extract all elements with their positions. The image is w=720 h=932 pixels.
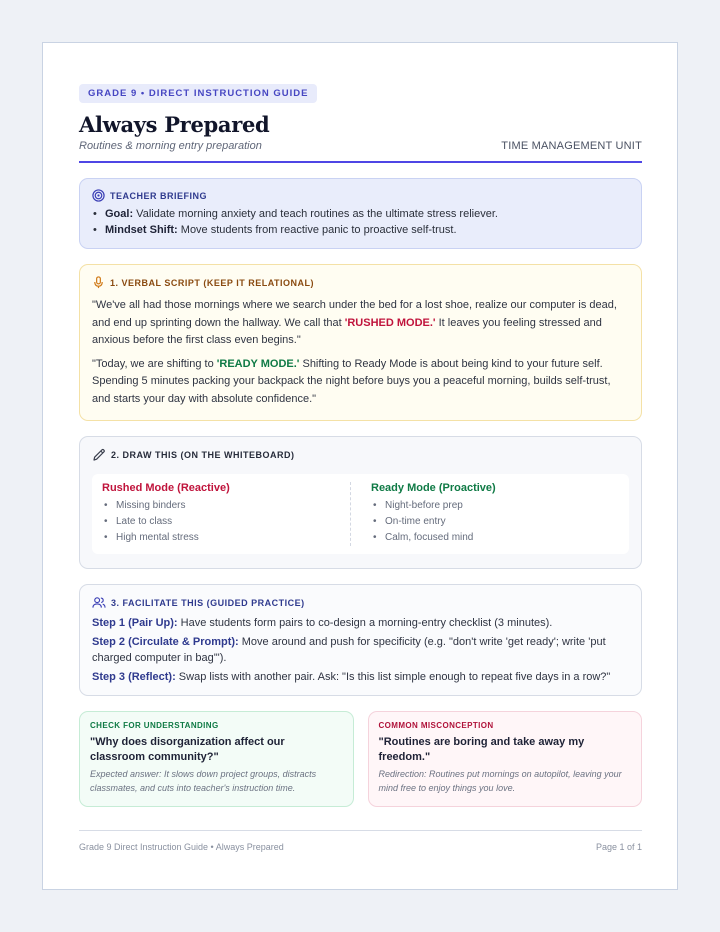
rushed-mode-title: Rushed Mode (Reactive) (102, 482, 230, 494)
whiteboard-comparison (92, 474, 629, 554)
list-item: • On-time entry (371, 514, 619, 530)
step-text: Swap lists with another pair. Ask: "Is this list simple enough to repeat five days in a row?" (175, 671, 611, 683)
grade-badge: GRADE 9 • DIRECT INSTRUCTION GUIDE (79, 84, 317, 103)
script-paragraph (92, 356, 629, 409)
microphone-icon (92, 276, 105, 289)
briefing-item-text: Validate morning anxiety and teach routines as the ultimate stress reliever. (133, 208, 498, 220)
footer-title: Grade 9 Direct Instruction Guide • Always Prepared (79, 842, 284, 852)
page-number: Page 1 of 1 (595, 842, 642, 852)
facilitate-header (92, 596, 629, 609)
check-question: "Why does disorganization affect our classroom community?" (90, 736, 285, 763)
misconception-answer: Redirection: Routines put mornings on autopilot, leaving your mind free to enjoy things you love. (378, 769, 622, 793)
misconception-heading: COMMON MISCONCEPTION (378, 721, 494, 730)
briefing-item (92, 206, 629, 222)
briefing-heading: TEACHER BRIEFING (110, 190, 208, 201)
steps-list (92, 615, 629, 685)
list-item: • Missing binders (102, 498, 350, 514)
facilitate-heading: 3. FACILITATE THIS (GUIDED PRACTICE) (111, 597, 305, 608)
users-icon (92, 596, 106, 609)
step-item (92, 615, 629, 631)
unit-label: TIME MANAGEMENT UNIT (501, 140, 642, 152)
page-footer (79, 830, 642, 852)
script-paragraph (92, 297, 629, 350)
subtitle-row (79, 140, 642, 163)
target-icon (92, 189, 105, 202)
ready-mode-title: Ready Mode (Proactive) (371, 482, 496, 494)
facilitate-card (79, 584, 642, 696)
check-understanding-card (79, 711, 354, 807)
list-item: • Night-before prep (371, 498, 619, 514)
ready-mode-column (350, 482, 619, 546)
step-label: Step 2 (Circulate & Prompt): (92, 636, 239, 648)
rushed-mode-list (102, 498, 350, 546)
step-label: Step 3 (Reflect): (92, 671, 176, 683)
document-page (42, 42, 678, 890)
step-text: Move around and push for specificity (e.g. "don't write 'get ready'; write 'put charged computer in bag'"). (92, 636, 606, 664)
script-text: "We've all had those mornings where we search under the bed for a lost shoe, realize our computer is dead, and end up sprinting down the hallway. We call that (92, 299, 617, 329)
script-header (92, 276, 629, 289)
script-text: "Today, we are shifting to (92, 357, 217, 370)
script-text: Shifting to Ready Mode is about being kind to your future self. Spending 5 minutes packing your backpack the night before buys you a peaceful morning, builds self-trust, and starts your day with absolute confidence." (92, 357, 611, 405)
draw-header (92, 448, 629, 462)
draw-this-card (79, 436, 642, 569)
rushed-mode-highlight: 'RUSHED MODE.' (344, 316, 436, 329)
page-title: Always Prepared (79, 112, 270, 137)
misconception-question: "Routines are boring and take away my freedom." (378, 736, 585, 763)
list-item: • Late to class (102, 514, 350, 530)
step-item (92, 634, 629, 666)
list-item: • High mental stress (102, 530, 350, 546)
common-misconception-card (368, 711, 643, 807)
page-subtitle: Routines & morning entry preparation (79, 140, 262, 152)
pencil-icon (92, 448, 106, 462)
briefing-item-label: Mindset Shift: (105, 224, 178, 236)
step-label: Step 1 (Pair Up): (92, 617, 178, 629)
briefing-list (92, 206, 629, 238)
briefing-item-text: Move students from reactive panic to proactive self-trust. (177, 224, 457, 236)
script-text: It leaves you feeling stressed and anxious before the first class even begins." (92, 316, 602, 346)
ready-mode-highlight: 'READY MODE.' (216, 357, 300, 370)
bottom-cards (79, 711, 642, 807)
step-text: Have students form pairs to co-design a morning-entry checklist (3 minutes). (177, 617, 553, 629)
check-heading: CHECK FOR UNDERSTANDING (90, 721, 219, 730)
teacher-briefing-card (79, 178, 642, 249)
page-content (79, 83, 642, 807)
rushed-mode-column (102, 482, 350, 546)
briefing-header (92, 189, 629, 202)
ready-mode-list (371, 498, 619, 546)
check-answer: Expected answer: It slows down project groups, distracts classmates, and cuts into teacher's instruction time. (90, 769, 317, 793)
verbal-script-card (79, 264, 642, 421)
step-item (92, 669, 629, 685)
draw-heading: 2. DRAW THIS (ON THE WHITEBOARD) (111, 450, 295, 460)
script-heading: 1. VERBAL SCRIPT (KEEP IT RELATIONAL) (110, 277, 315, 288)
briefing-item (92, 222, 629, 238)
list-item: • Calm, focused mind (371, 530, 619, 546)
briefing-item-label: Goal: (105, 208, 134, 220)
